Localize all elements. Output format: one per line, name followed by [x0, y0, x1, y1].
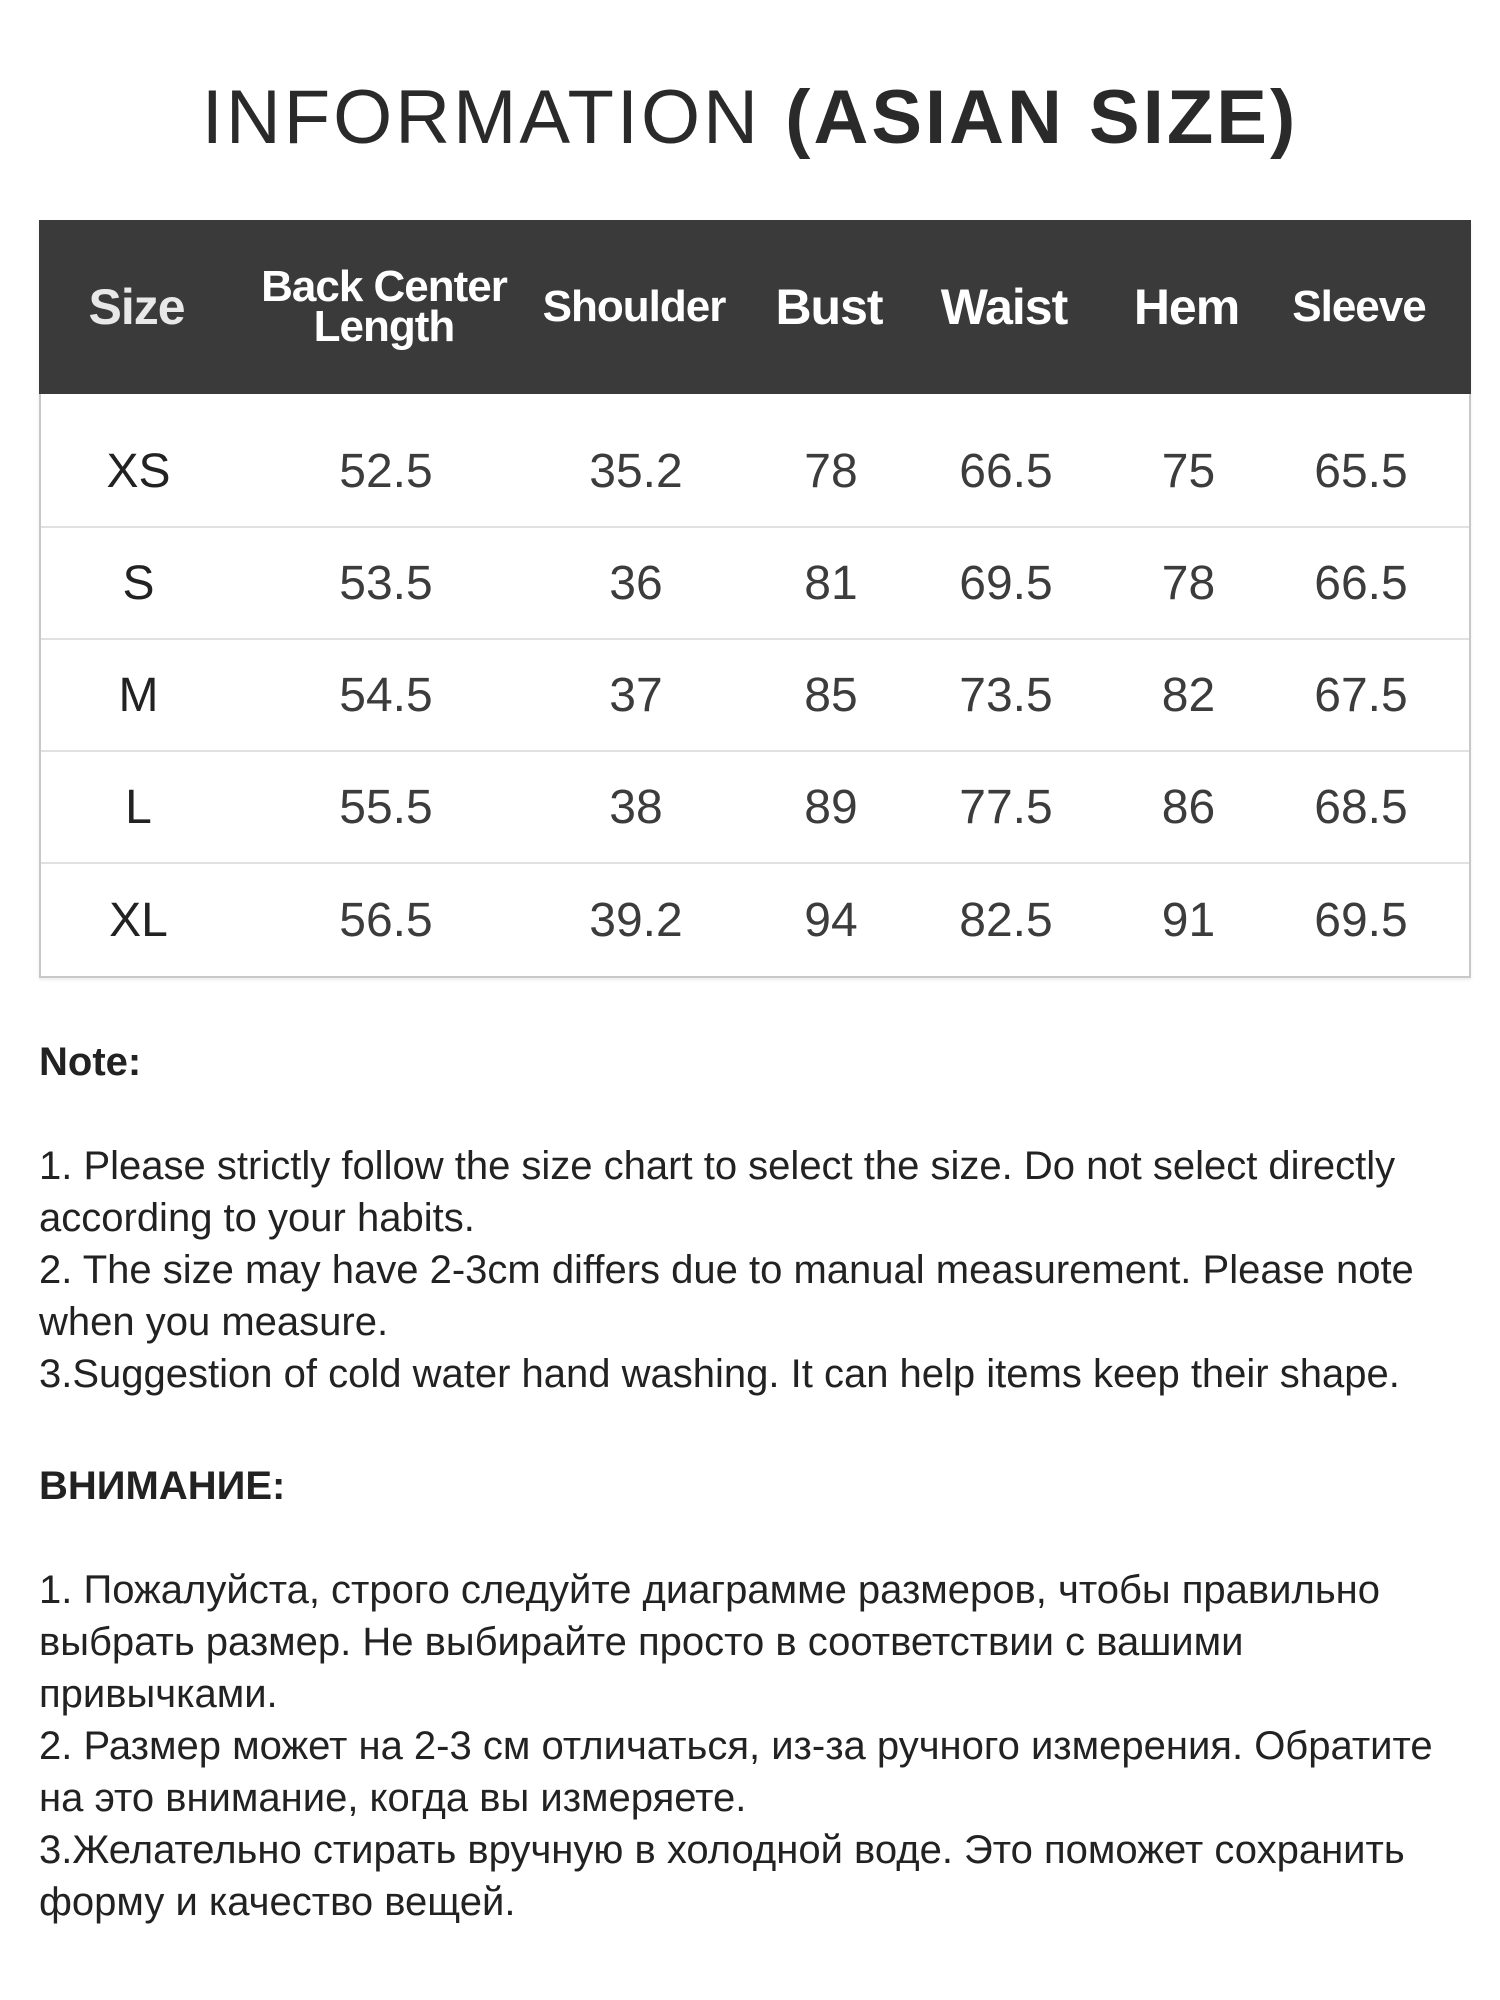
cell-hem: 75	[1161, 444, 1216, 498]
cell-size: XS	[106, 444, 171, 498]
table-header-row	[39, 220, 1471, 394]
cell-waist: 73.5	[959, 668, 1053, 722]
header-back-center-length: Back Center Length	[261, 262, 507, 351]
size-chart-table	[39, 220, 1471, 978]
header-shoulder: Shoulder	[542, 282, 726, 331]
cell-size: XL	[109, 893, 168, 947]
note-heading: Note:	[39, 1040, 142, 1084]
title-main: INFORMATION	[201, 75, 762, 160]
cell-bust: 85	[804, 668, 858, 722]
cell-sleeve: 66.5	[1314, 556, 1408, 610]
cell-hem: 82	[1161, 668, 1216, 722]
cell-hem: 86	[1161, 780, 1216, 834]
cell-bust: 89	[804, 780, 858, 834]
cell-back-center-length: 55.5	[339, 780, 433, 834]
notes-section	[39, 1036, 1469, 1928]
attention-item: 2. Размер может на 2-3 см отличаться, из-за ручного измерения. Обратите на это внимание, когда вы измеряете.	[39, 1724, 1433, 1820]
attention-list	[39, 1564, 1469, 1928]
cell-back-center-length: 52.5	[339, 444, 433, 498]
table-row	[41, 416, 1469, 528]
cell-shoulder: 36	[609, 556, 663, 610]
table-row	[41, 640, 1469, 752]
page-title	[0, 72, 1500, 164]
header-waist: Waist	[940, 279, 1068, 335]
table-body	[41, 394, 1469, 976]
cell-shoulder: 39.2	[589, 893, 683, 947]
cell-hem: 78	[1161, 556, 1216, 610]
note-list	[39, 1140, 1469, 1400]
cell-shoulder: 35.2	[589, 444, 683, 498]
table-row	[41, 752, 1469, 864]
cell-waist: 69.5	[959, 556, 1053, 610]
cell-sleeve: 69.5	[1314, 893, 1408, 947]
cell-waist: 66.5	[959, 444, 1053, 498]
attention-heading: ВНИМАНИЕ:	[39, 1464, 286, 1508]
cell-bust: 81	[804, 556, 858, 610]
cell-sleeve: 65.5	[1314, 444, 1408, 498]
note-english	[39, 1036, 1469, 1400]
header-size: Size	[88, 279, 185, 335]
cell-back-center-length: 56.5	[339, 893, 433, 947]
cell-size: M	[118, 668, 159, 722]
cell-hem: 91	[1161, 893, 1216, 947]
note-russian	[39, 1460, 1469, 1928]
header-hem: Hem	[1133, 279, 1240, 335]
cell-shoulder: 38	[609, 780, 663, 834]
header-bust: Bust	[775, 279, 883, 335]
cell-sleeve: 67.5	[1314, 668, 1408, 722]
cell-back-center-length: 54.5	[339, 668, 433, 722]
note-item: 3.Suggestion of cold water hand washing. It can help items keep their shape.	[39, 1352, 1400, 1396]
note-item: 2. The size may have 2-3cm differs due to manual measurement. Please note when you measure.	[39, 1248, 1414, 1344]
title-size-system: (ASIAN SIZE)	[785, 75, 1299, 160]
table-row	[41, 864, 1469, 976]
cell-bust: 94	[804, 893, 858, 947]
cell-waist: 82.5	[959, 893, 1053, 947]
cell-size: S	[122, 556, 155, 610]
note-item: 1. Please strictly follow the size chart to select the size. Do not select directly according to your habits.	[39, 1144, 1396, 1240]
cell-bust: 78	[804, 444, 858, 498]
header-sleeve: Sleeve	[1292, 282, 1426, 331]
attention-item: 1. Пожалуйста, строго следуйте диаграмме размеров, чтобы правильно выбрать размер. Не выбирайте просто в соответствии с вашими привычками.	[39, 1568, 1381, 1716]
cell-shoulder: 37	[609, 668, 663, 722]
table-row	[41, 528, 1469, 640]
cell-back-center-length: 53.5	[339, 556, 433, 610]
cell-sleeve: 68.5	[1314, 780, 1408, 834]
cell-size: L	[125, 780, 152, 834]
cell-waist: 77.5	[959, 780, 1053, 834]
attention-item: 3.Желательно стирать вручную в холодной воде. Это поможет сохранить форму и качество вещей.	[39, 1828, 1405, 1924]
